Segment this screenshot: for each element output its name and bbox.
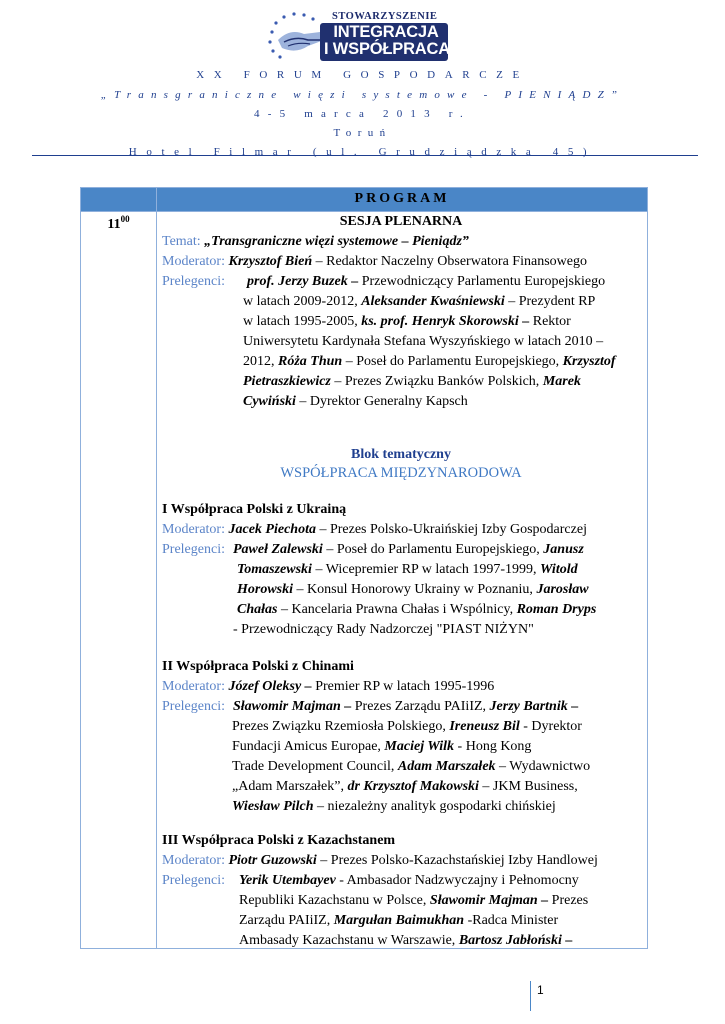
text: – Dyrektor Generalny Kapsch	[295, 394, 468, 409]
session-speakers-label	[162, 697, 225, 717]
speaker-name: Janusz	[543, 542, 584, 557]
text: – Poseł do Parlamentu Europejskiego,	[342, 354, 563, 369]
speaker-line	[232, 777, 578, 797]
speaker-line	[233, 620, 534, 640]
speaker-line	[239, 911, 558, 931]
moderator-role: – Prezes Polsko-Kazachstańskiej Izby Handlowej	[316, 853, 598, 868]
text: Prezes Zarządu PAIiIZ,	[351, 699, 490, 714]
session-moderator	[162, 520, 587, 540]
session-moderator	[162, 851, 598, 871]
speaker-name: Tomaszewski	[237, 562, 312, 577]
speaker-name: Wiesław Pilch	[232, 799, 314, 814]
speaker-name: Paweł Zalewski	[233, 542, 323, 557]
text: Fundacji Amicus Europae,	[232, 739, 385, 754]
moderator-role: – Redaktor Naczelny Obserwatora Finansowego	[315, 254, 587, 269]
time-hour: 11	[107, 217, 121, 232]
session-time	[81, 214, 156, 233]
text: – Konsul Honorowy Ukrainy w Poznaniu,	[293, 582, 537, 597]
text: – niezależny analityk gospodarki chińskiej	[313, 799, 556, 814]
session-moderator	[162, 677, 494, 697]
speaker-name: Ireneusz Bil	[449, 719, 520, 734]
text: Ambasady Kazachstanu w Warszawie,	[239, 933, 459, 948]
speaker-name: Krzysztof	[562, 354, 616, 369]
speaker-name: Maciej Wilk	[384, 739, 455, 754]
logo-top-text: STOWARZYSZENIE	[332, 11, 438, 22]
text: Rektor	[529, 314, 571, 329]
speaker-name: prof. Jerzy Buzek –	[247, 274, 359, 289]
speaker-name: Witold	[540, 562, 578, 577]
speaker-name: Marek	[542, 374, 581, 389]
session-title: I Współpraca Polski z Ukrainą	[162, 502, 347, 517]
speaker-name: Bartosz Jabłoński –	[458, 933, 573, 948]
session-speakers-label	[162, 540, 225, 560]
time-minutes: 00	[120, 214, 130, 224]
speakers-label: Prelegenci:	[162, 542, 225, 557]
speaker-name: Aleksander Kwaśniewski	[361, 294, 505, 309]
moderator-label: Moderator:	[162, 679, 225, 694]
session-speakers-label	[162, 871, 225, 891]
plenary-speaker-line	[243, 352, 616, 372]
text: 2012,	[243, 354, 278, 369]
session-title: III Współpraca Polski z Kazachstanem	[162, 833, 396, 848]
speaker-name: Margułan Baimukhan	[333, 913, 465, 928]
text: - Przewodniczący Rady Nadzorczej "PIAST NIŻYN"	[233, 622, 534, 637]
speaker-line	[239, 931, 572, 951]
moderator-name: Krzysztof Bień	[228, 254, 313, 269]
speaker-name: Horowski	[237, 582, 294, 597]
plenary-speakers-label	[162, 272, 225, 292]
text: Przewodniczący Parlamentu Europejskiego	[358, 274, 606, 289]
text: – JKM Business,	[478, 779, 578, 794]
block-label: Blok tematyczny	[351, 447, 451, 462]
speaker-line	[239, 871, 579, 891]
text: Republiki Kazachstanu w Polsce,	[239, 893, 430, 908]
speaker-name: Sławomir Majman –	[233, 699, 352, 714]
text: – Wicepremier RP w latach 1997-1999,	[311, 562, 540, 577]
forum-city: Toruń	[333, 127, 392, 139]
speaker-name: Jerzy Bartnik –	[489, 699, 579, 714]
page-number-bar	[530, 981, 531, 1011]
text: – Poseł do Parlamentu Europejskiego,	[322, 542, 544, 557]
speaker-line	[232, 717, 582, 737]
moderator-name: Józef Oleksy –	[228, 679, 312, 694]
forum-subtitle: „Transgraniczne więzi systemowe - PIENIĄDZ”	[100, 89, 625, 101]
plenary-topic	[162, 232, 469, 252]
speaker-name: Adam Marszałek	[397, 759, 496, 774]
text: Trade Development Council,	[232, 759, 398, 774]
speaker-line	[239, 891, 588, 911]
text: - Hong Kong	[454, 739, 532, 754]
speaker-name: Cywiński	[243, 394, 296, 409]
speaker-line	[237, 600, 596, 620]
speaker-line	[232, 797, 556, 817]
page-number: 1	[537, 983, 544, 997]
speaker-name: dr Krzysztof Makowski	[347, 779, 479, 794]
text: Zarządu PAIiIZ,	[239, 913, 334, 928]
speakers-label: Prelegenci:	[162, 274, 225, 289]
moderator-role: – Prezes Polsko-Ukraińskiej Izby Gospodarczej	[319, 522, 587, 537]
text: „Adam Marszałek”,	[232, 779, 348, 794]
moderator-name: Piotr Guzowski	[228, 853, 317, 868]
moderator-role: Premier RP w latach 1995-1996	[311, 679, 495, 694]
text: – Wydawnictwo	[495, 759, 591, 774]
speaker-line	[237, 560, 578, 580]
plenary-speaker-line	[243, 392, 468, 412]
text: Prezes Związku Rzemiosła Polskiego,	[232, 719, 450, 734]
header-divider	[32, 155, 698, 156]
plenary-moderator	[162, 252, 587, 272]
moderator-label: Moderator:	[162, 853, 225, 868]
speaker-line	[237, 580, 589, 600]
speaker-line	[233, 540, 584, 560]
text: - Ambasador Nadzwyczajny i Pełnomocny	[335, 873, 579, 888]
text: Prezes	[548, 893, 589, 908]
text: -Radca Minister	[464, 913, 559, 928]
speaker-line	[232, 757, 590, 777]
speaker-name: Róża Thun	[278, 354, 343, 369]
block-title: WSPÓŁPRACA MIĘDZYNARODOWA	[280, 465, 522, 481]
plenary-speaker-line	[243, 332, 603, 352]
text: – Prezydent RP	[504, 294, 596, 309]
plenary-title: SESJA PLENARNA	[339, 214, 463, 229]
logo-line2: I WSPÓŁPRACA	[324, 40, 450, 58]
plenary-speaker-line	[243, 372, 581, 392]
speaker-name: Yerik Utembayev	[239, 873, 336, 888]
speaker-name: Roman Dryps	[516, 602, 597, 617]
forum-date: 4-5 marca 2013 r.	[254, 108, 471, 120]
forum-venue: Hotel Filmar (ul. Grudziądzka 45)	[128, 146, 597, 158]
forum-title: XX FORUM GOSPODARCZE	[196, 69, 529, 81]
text: w latach 2009-2012,	[243, 294, 362, 309]
moderator-label: Moderator:	[162, 522, 225, 537]
text: w latach 1995-2005,	[243, 314, 362, 329]
session-title: II Współpraca Polski z Chinami	[162, 659, 354, 674]
text: – Prezes Związku Banków Polskich,	[330, 374, 543, 389]
plenary-speaker-line	[243, 312, 571, 332]
speaker-name: Pietraszkiewicz	[243, 374, 331, 389]
topic-label: Temat:	[162, 234, 201, 249]
plenary-speaker-line	[247, 272, 605, 292]
program-heading: PROGRAM	[354, 191, 450, 206]
moderator-label: Moderator:	[162, 254, 225, 269]
speaker-name: Sławomir Majman –	[429, 893, 549, 908]
association-logo	[262, 10, 452, 62]
text: – Kancelaria Prawna Chałas i Wspólnicy,	[277, 602, 517, 617]
text: - Dyrektor	[519, 719, 582, 734]
program-table	[80, 187, 648, 949]
moderator-name: Jacek Piechota	[228, 522, 316, 537]
speaker-name: Chałas	[237, 602, 278, 617]
speaker-name: ks. prof. Henryk Skorowski –	[361, 314, 530, 329]
plenary-speaker-line	[243, 292, 595, 312]
speaker-line	[232, 737, 531, 757]
logo-line1: INTEGRACJA	[333, 23, 439, 41]
speakers-label: Prelegenci:	[162, 873, 225, 888]
speaker-name: Jarosław	[536, 582, 589, 597]
column-divider	[156, 211, 157, 948]
text: Uniwersytetu Kardynała Stefana Wyszyńskiego w latach 2010 –	[243, 334, 604, 349]
speakers-label: Prelegenci:	[162, 699, 225, 714]
speaker-line	[233, 697, 578, 717]
topic-text: „Transgraniczne więzi systemowe – Pieniądz”	[204, 234, 469, 249]
